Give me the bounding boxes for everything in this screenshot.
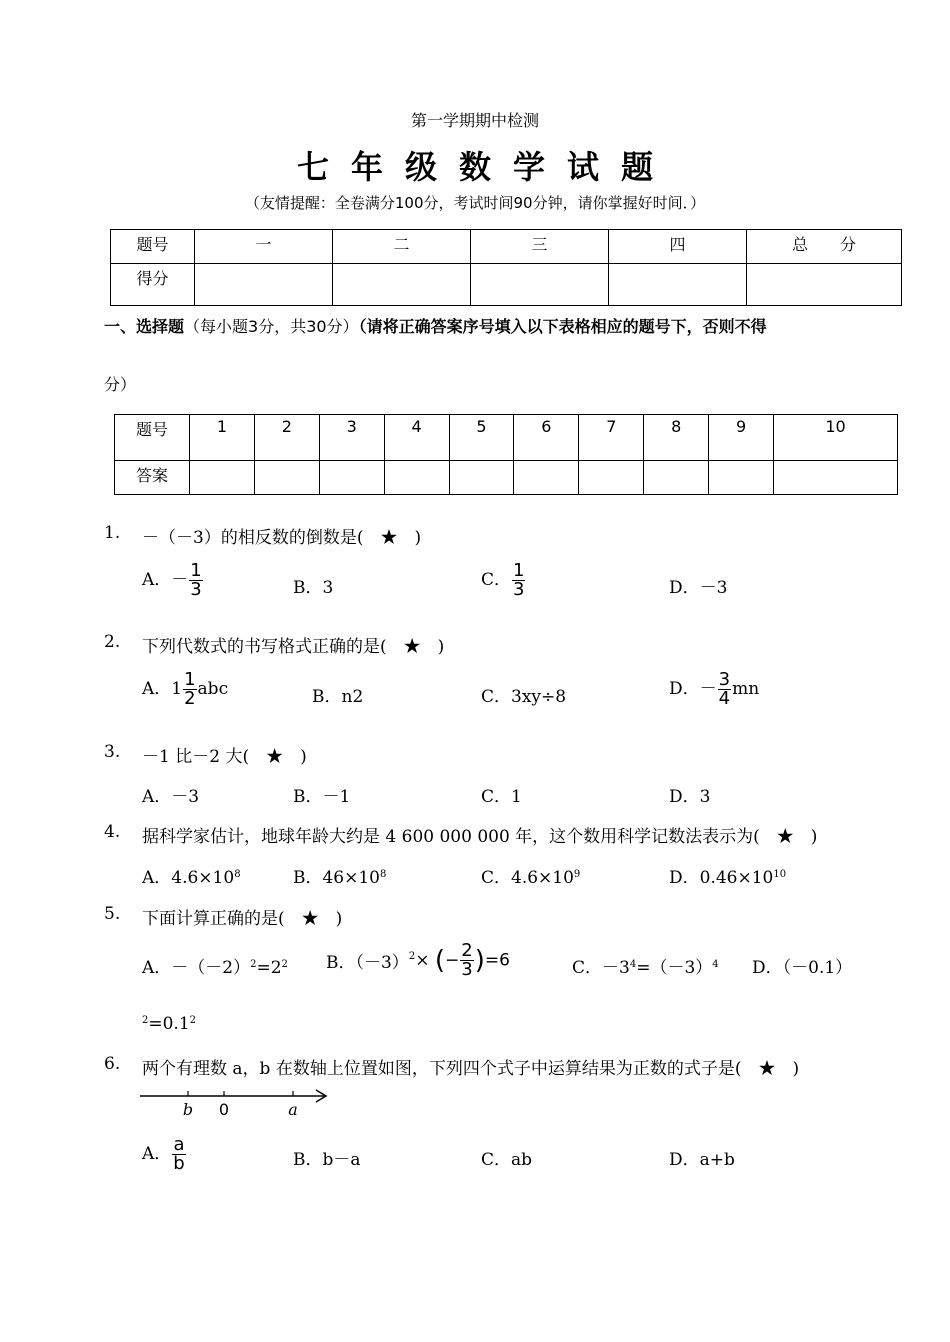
option-b: B．n2 (312, 687, 364, 707)
answer-cell[interactable] (319, 461, 384, 495)
section-heading (104, 314, 914, 337)
option-a (142, 863, 241, 888)
numerator: 1 (190, 560, 202, 581)
score-table-header: 四 (609, 230, 747, 264)
option-d-cont (142, 1014, 196, 1034)
denominator: 4 (718, 688, 731, 709)
fraction (460, 942, 473, 979)
section-label: 一、选择题 (104, 317, 185, 336)
question-text: 两个有理数 a，b 在数轴上位置如图，下列四个式子中运算结果为正数的式子是( ★ ) (142, 1059, 800, 1079)
paren-open: ( (434, 945, 445, 976)
exam-title: 七年级数学试题 (296, 148, 675, 186)
section-instruction-cont: 分） (104, 375, 137, 394)
answer-cell[interactable] (774, 461, 898, 495)
denominator: 3 (190, 579, 202, 600)
option-prefix: A． (142, 1144, 172, 1164)
option-prefix: A．1 (142, 679, 183, 699)
fraction (183, 671, 196, 708)
option-part: =（－3） (636, 958, 713, 978)
answer-table-answer-label: 答案 (115, 461, 190, 495)
answer-table-number: 4 (384, 415, 449, 461)
option-d: D．a+b (669, 1150, 735, 1170)
section-note: （每小题3分，共30分） (184, 317, 359, 336)
question-text: 据科学家估计，地球年龄大约是 4 600 000 000 年，这个数用科学记数法表示为( ★ ) (142, 827, 818, 847)
label-a: a (288, 1100, 298, 1119)
answer-cell[interactable] (384, 461, 449, 495)
option-c (481, 562, 526, 599)
score-cell[interactable] (195, 264, 333, 306)
label-b: b (182, 1100, 194, 1119)
denominator: 2 (184, 688, 196, 709)
question-text: 下面计算正确的是( ★ ) (142, 909, 343, 929)
answer-cell[interactable] (644, 461, 709, 495)
option-c: C．1 (481, 787, 522, 807)
numerator: a (173, 1134, 185, 1155)
answer-table-number: 2 (254, 415, 319, 461)
score-table-header: 一 (195, 230, 333, 264)
exponent: 10 (773, 869, 787, 880)
answer-cell[interactable] (709, 461, 774, 495)
exponent: 8 (234, 869, 241, 880)
option-b: B．－1 (293, 787, 351, 807)
option-b (293, 863, 386, 888)
exponent: 4 (712, 959, 719, 970)
option-part: B．（－3） (326, 953, 409, 973)
option-c: C．ab (481, 1150, 533, 1170)
answer-cell[interactable] (514, 461, 579, 495)
label-0: 0 (218, 1100, 230, 1119)
option-base: D．0.46×10 (669, 868, 774, 888)
score-cell[interactable] (747, 264, 902, 306)
answer-table-number: 1 (190, 415, 255, 461)
option-a (142, 953, 288, 978)
option-suffix: mn (732, 679, 760, 699)
answer-table-header-label: 题号 (115, 415, 190, 461)
question-number: 1. (104, 523, 121, 543)
option-b: B．3 (293, 578, 334, 598)
minus-sign: − (445, 950, 460, 971)
answer-table-number: 6 (514, 415, 579, 461)
fraction (512, 562, 525, 599)
option-prefix: D．－ (669, 679, 717, 699)
option-part: =2 (256, 958, 282, 978)
option-part: =0.1 (148, 1014, 190, 1034)
option-base: B．46×10 (293, 868, 381, 888)
number-line (138, 1086, 334, 1120)
option-a (142, 671, 228, 708)
exponent: 2 (250, 959, 257, 970)
option-prefix: C． (481, 570, 512, 590)
section-instruction: （请将正确答案序号填入以下表格相应的题号下，否则不得 (358, 317, 767, 336)
denominator: b (173, 1153, 185, 1174)
question-number: 4. (104, 822, 121, 842)
exam-reminder: （友情提醒：全卷满分100分，考试时间90分钟，请你掌握好时间．） (244, 194, 706, 212)
option-c (572, 953, 719, 978)
score-cell[interactable] (609, 264, 747, 306)
answer-cell[interactable] (449, 461, 514, 495)
option-d (669, 671, 759, 708)
option-part: A．－（－2） (142, 958, 251, 978)
option-a (142, 562, 204, 599)
exponent: 2 (189, 1015, 197, 1026)
denominator: 3 (461, 959, 473, 980)
numerator: 1 (513, 560, 525, 581)
option-a: A．－3 (142, 787, 200, 807)
question-number: 6. (104, 1054, 121, 1074)
question-number: 3. (104, 742, 121, 762)
option-c (481, 863, 580, 888)
question-number: 2. (104, 632, 121, 652)
exponent: 9 (573, 869, 581, 880)
question-number: 5. (104, 904, 121, 924)
option-b (326, 942, 510, 979)
option-b: B．b－a (293, 1150, 361, 1170)
option-base: A．4.6×10 (142, 868, 235, 888)
question-text: －（－3）的相反数的倒数是( ★ ) (142, 528, 422, 548)
score-table-header: 题号 (111, 230, 195, 264)
score-table-header: 二 (333, 230, 471, 264)
option-part: × (415, 950, 430, 971)
exponent: 4 (629, 959, 637, 970)
answer-table-number: 5 (449, 415, 514, 461)
exponent: 2 (142, 1015, 149, 1026)
answer-cell[interactable] (254, 461, 319, 495)
answer-table-number: 10 (774, 415, 898, 461)
paren-close: ) (474, 945, 485, 976)
option-c: C．3xy÷8 (481, 687, 567, 707)
exponent: 2 (281, 959, 288, 970)
answer-cell[interactable] (190, 461, 255, 495)
exponent: 2 (408, 951, 416, 962)
fraction (718, 671, 731, 708)
score-cell[interactable] (333, 264, 471, 306)
exam-subtitle: 第一学期期中检测 (410, 111, 539, 130)
option-prefix: A．－ (142, 570, 189, 590)
denominator: 3 (513, 579, 525, 600)
score-table-header: 总 分 (747, 230, 902, 264)
option-base: C．4.6×10 (481, 868, 574, 888)
option-d (669, 863, 786, 888)
option-d: D．（－0.1） (752, 958, 853, 978)
answer-table-number: 9 (709, 415, 774, 461)
numerator: 2 (461, 940, 473, 961)
option-suffix: abc (197, 679, 229, 699)
question-text: －1 比－2 大( ★ ) (142, 747, 307, 767)
numerator: 3 (718, 669, 731, 690)
answer-table-number: 7 (579, 415, 644, 461)
answer-table-number: 3 (319, 415, 384, 461)
option-a (142, 1136, 187, 1173)
score-row-label: 得分 (111, 264, 195, 306)
option-d: D．3 (669, 787, 711, 807)
fraction (189, 562, 202, 599)
score-table (110, 229, 902, 306)
question-text: 下列代数式的书写格式正确的是( ★ ) (142, 637, 445, 657)
fraction (172, 1136, 185, 1173)
score-table-header: 三 (471, 230, 609, 264)
option-part: =6 (484, 950, 510, 971)
option-d: D．－3 (669, 578, 728, 598)
option-part: C．－3 (572, 958, 630, 978)
answer-table-number: 8 (644, 415, 709, 461)
answer-cell[interactable] (579, 461, 644, 495)
score-cell[interactable] (471, 264, 609, 306)
answer-table (114, 414, 898, 495)
numerator: 1 (184, 669, 196, 690)
exponent: 8 (380, 869, 387, 880)
